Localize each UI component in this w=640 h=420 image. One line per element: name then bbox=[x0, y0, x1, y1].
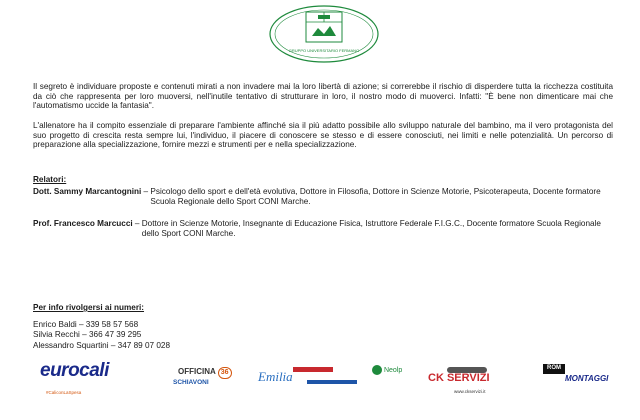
info-heading: Per info rivolgersi ai numeri: bbox=[33, 303, 145, 312]
neolp-icon bbox=[372, 365, 382, 375]
speaker-entry bbox=[33, 219, 618, 238]
speaker-description: Psicologo dello sport e dell'età evolutiva, Dottore in Filosofia, Dottore in Scienze Motorie, Psicoterapeuta, Docente formatore Scuola Regionale dello Sport CONI Marche. bbox=[150, 187, 601, 206]
sponsor-neolp-logo bbox=[372, 365, 402, 375]
eurocali-tagline: #CaliconLaSpesa bbox=[46, 390, 82, 395]
sponsor-emilia-logo: Emilia bbox=[258, 369, 293, 384]
coach-paragraph: L'allenatore ha il compito essenziale di preparare l'ambiente affinché sia il più adatto possibile allo sviluppo naturale del bambino, ma il vero protagonista del suo progetto di crescita resta sempre lui, l'individuo, il piacere di conoscere se stesso e di essere conosciuti, nei limiti e nelle potenzialità. Un percorso di preparazione alla specializzazione, fornire mezzi e strumenti per e nella specializzazione. bbox=[33, 121, 613, 150]
officina-text: OFFICINA bbox=[178, 367, 216, 376]
sponsor-strip bbox=[0, 362, 640, 420]
sponsor-rom-logo: ROM bbox=[543, 364, 565, 374]
logo-text: GRUPPO UNIVERSITARIO FERMANO bbox=[288, 48, 360, 53]
speaker-name: Prof. Francesco Marcucci bbox=[33, 219, 133, 228]
speaker-separator: – bbox=[141, 187, 151, 196]
contact-item: Silvia Recchi – 366 47 39 295 bbox=[33, 330, 142, 340]
officina-number: 36 bbox=[218, 367, 232, 379]
neolp-text: Neolp bbox=[383, 366, 403, 374]
speakers-heading: Relatori: bbox=[33, 175, 67, 184]
sponsor-red-mark bbox=[293, 367, 333, 372]
sponsor-officina-logo bbox=[178, 367, 232, 379]
speaker-separator: – bbox=[132, 219, 142, 228]
sponsor-eurocali-logo bbox=[40, 360, 109, 381]
sponsor-schiavoni-logo: SCHIAVONI bbox=[173, 379, 209, 386]
club-seal-logo bbox=[268, 4, 380, 64]
ck-url: www.ckservizi.it bbox=[454, 389, 486, 394]
speaker-name: Dott. Sammy Marcantognini bbox=[33, 187, 142, 196]
intro-paragraph: Il segreto è individuare proposte e contenuti mirati a non invadere mai la loro libertà di azione; si correrebbe il rischio di disperdere tutta la ricchezza costituita da ciò che rappresenta per loro muoversi, nell'inutile tentativo di strutturare in loro, il nostro modo di muoverci. Infatti: "È bene non dimenticare mai che l'automatismo uccide la fantasia". bbox=[33, 82, 613, 111]
contact-list bbox=[33, 320, 170, 351]
sponsor-montaggi-logo: MONTAGGI bbox=[565, 374, 609, 383]
speaker-description: Dottore in Scienze Motorie, Insegnante di Educazione Fisica, Istruttore Federale F.I.G.C., Docente formatore Scuola Regionale dello Sport CONI Marche. bbox=[141, 219, 601, 238]
ck-text: CK SERVIZI bbox=[428, 372, 490, 384]
sponsor-blue-mark bbox=[307, 380, 357, 384]
eurocali-text: eurocali bbox=[40, 360, 109, 381]
contact-item: Alessandro Squartini – 347 89 07 028 bbox=[33, 340, 171, 350]
contact-item: Enrico Baldi – 339 58 57 568 bbox=[33, 320, 139, 329]
sponsor-ck-logo bbox=[428, 374, 490, 384]
speaker-entry bbox=[33, 187, 618, 206]
